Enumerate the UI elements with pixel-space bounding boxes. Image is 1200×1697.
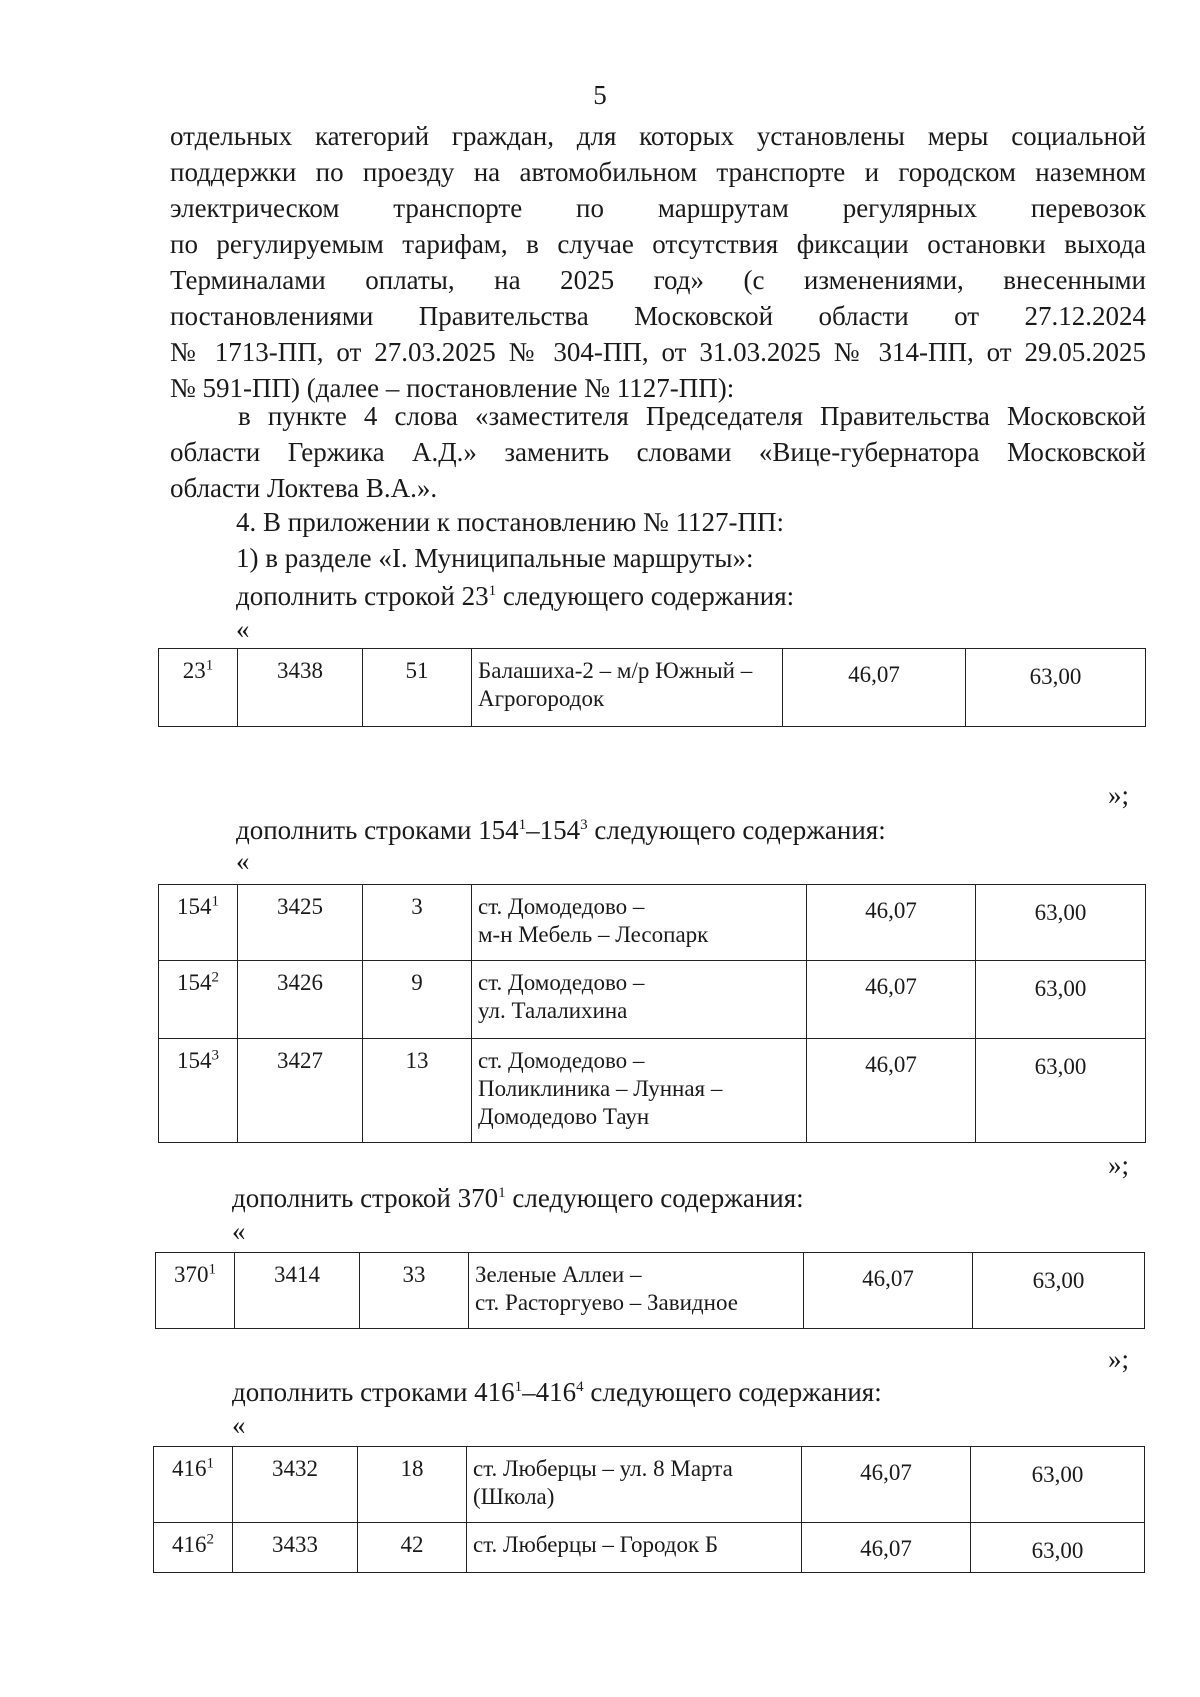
text-line: № 1713-ПП, от 27.03.2025 № 304-ПП, от 31.03.2025 № 314-ПП, от 29.05.2025 (170, 337, 1146, 367)
text-line: отдельных категорий граждан, для которых установлены меры социальной (170, 121, 1146, 151)
price-2: 63,00 (976, 1039, 1146, 1143)
text-line: поддержки по проезду на автомобильном транспорте и городском наземном (170, 157, 1146, 187)
row-number: $154^1$ (159, 885, 238, 961)
route-number: 42 (358, 1523, 467, 1573)
table-row (159, 961, 1146, 1039)
registry-number: 3426 (238, 961, 363, 1039)
text-line: постановлениями Правительства Московской области от 27.12.2024 (170, 301, 1146, 331)
route-number: 18 (358, 1447, 467, 1523)
price-1: 46,07 (802, 1523, 971, 1573)
section-intro: дополнить строкой $370^1$ следующего содержания: (232, 1183, 804, 1213)
price-2: 63,00 (973, 1253, 1145, 1329)
table-row (156, 1253, 1145, 1329)
price-2: 63,00 (971, 1523, 1145, 1573)
registry-number: 3433 (233, 1523, 358, 1573)
row-number: $154^3$ (159, 1039, 238, 1143)
opening-quote: « (232, 1410, 246, 1440)
price-2: 63,00 (976, 961, 1146, 1039)
row-number: $370^1$ (156, 1253, 235, 1329)
text-line: области Гержика А.Д.» заменить словами «Вице-губернатора Московской (170, 437, 1146, 467)
insert-table-154 (158, 884, 1146, 1143)
section-intro: дополнить строками $416^1-416^4$ следующего содержания: (232, 1377, 882, 1407)
route-name: Зеленые Аллеи – ст. Расторгуево – Завидное (469, 1253, 804, 1329)
closing-quote: »; (1108, 1344, 1130, 1374)
row-number: $23^1$ (159, 649, 238, 727)
table-row (159, 1039, 1146, 1143)
text-line: по регулируемым тарифам, в случае отсутствия фиксации остановки выхода (170, 229, 1146, 259)
row-number: $154^2$ (159, 961, 238, 1039)
intro-paragraph (170, 118, 1146, 406)
opening-quote: « (236, 846, 250, 876)
text-line: в пункте 4 слова «заместителя Председателя Правительства Московской (238, 401, 1146, 431)
route-number: 51 (363, 649, 472, 727)
closing-quote: »; (1108, 1150, 1130, 1180)
text-line: области Локтева В.А.». (170, 473, 438, 503)
route-name: ст. Домодедово – м-н Мебель – Лесопарк (472, 885, 807, 961)
table-row (159, 649, 1146, 727)
item-4-1-heading: 1) в разделе «I. Муниципальные маршруты»: (236, 543, 754, 573)
insert-table-23 (158, 648, 1146, 727)
row-number: $416^2$ (154, 1523, 233, 1573)
registry-number: 3425 (238, 885, 363, 961)
section-intro: дополнить строками $154^1-154^3$ следующего содержания: (236, 815, 886, 845)
page-number: 5 (593, 80, 607, 110)
route-name: ст. Люберцы – Городок Б (467, 1523, 802, 1573)
route-number: 3 (363, 885, 472, 961)
route-number: 9 (363, 961, 472, 1039)
amendment-paragraph (170, 398, 1146, 506)
route-name: ст. Люберцы – ул. 8 Марта (Школа) (467, 1447, 802, 1523)
price-2: 63,00 (966, 649, 1146, 727)
price-2: 63,00 (976, 885, 1146, 961)
price-1: 46,07 (783, 649, 966, 727)
registry-number: 3414 (235, 1253, 360, 1329)
insert-table-416 (153, 1446, 1145, 1573)
item-4-heading: 4. В приложении к постановлению № 1127-ПП: (236, 507, 785, 537)
text-line: № 591-ПП) (далее – постановление № 1127-ПП): (170, 373, 735, 403)
row-number: $416^1$ (154, 1447, 233, 1523)
registry-number: 3427 (238, 1039, 363, 1143)
registry-number: 3438 (238, 649, 363, 727)
route-number: 13 (363, 1039, 472, 1143)
table-row (154, 1447, 1145, 1523)
price-1: 46,07 (807, 885, 976, 961)
insert-table-370 (155, 1252, 1145, 1329)
text-line: Терминалами оплаты, на 2025 год» (с изменениями, внесенными (170, 265, 1146, 295)
closing-quote: »; (1108, 780, 1130, 810)
price-2: 63,00 (971, 1447, 1145, 1523)
section-intro: дополнить строкой $23^1$ следующего содержания: (236, 581, 795, 611)
opening-quote: « (236, 614, 250, 644)
registry-number: 3432 (233, 1447, 358, 1523)
opening-quote: « (232, 1216, 246, 1246)
table-row (154, 1523, 1145, 1573)
route-name: Балашиха-2 – м/р Южный – Агрогородок (472, 649, 783, 727)
price-1: 46,07 (802, 1447, 971, 1523)
route-name: ст. Домодедово – Поликлиника – Лунная – Домодедово Таун (472, 1039, 807, 1143)
price-1: 46,07 (807, 961, 976, 1039)
table-row (159, 885, 1146, 961)
price-1: 46,07 (804, 1253, 973, 1329)
route-number: 33 (360, 1253, 469, 1329)
route-name: ст. Домодедово – ул. Талалихина (472, 961, 807, 1039)
text-line: электрическом транспорте по маршрутам регулярных перевозок (170, 193, 1146, 223)
price-1: 46,07 (807, 1039, 976, 1143)
